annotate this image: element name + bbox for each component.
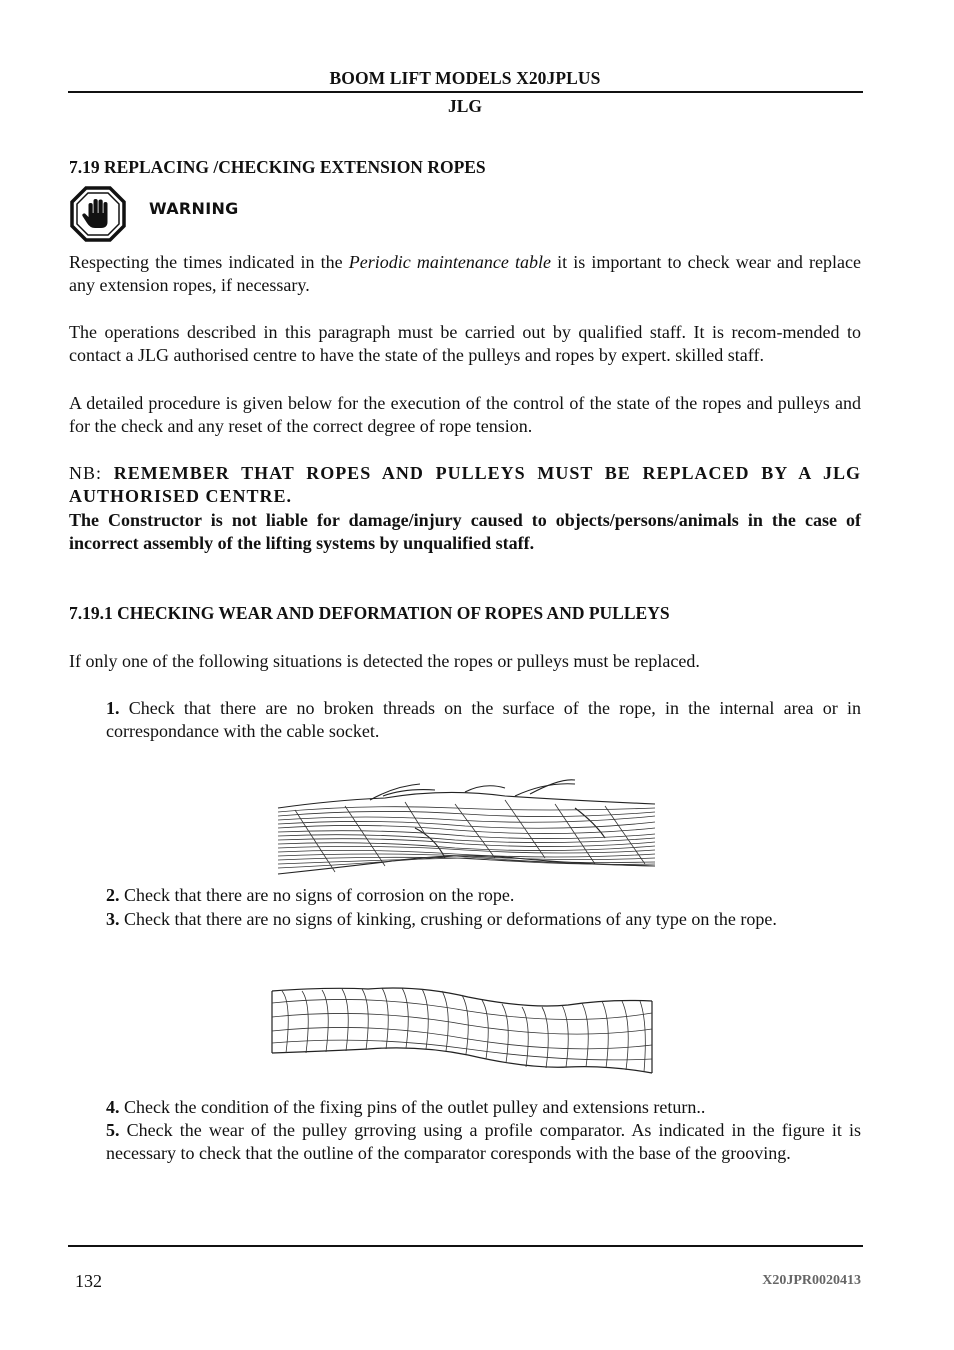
list-item-number: 4. [106, 1097, 120, 1117]
list-item-number: 3. [106, 909, 120, 929]
warning-label: WARNING [149, 199, 239, 218]
list-item-text: Check the wear of the pulley grroving using a profile comparator. As indicated in the figure it is necessary to check that the outline of the comparator coresponds with the base of the grooving. [106, 1120, 861, 1164]
deformed-rope-illustration [268, 983, 658, 1077]
list-item [106, 1096, 861, 1119]
list-item-number: 5. [106, 1120, 120, 1140]
document-title: BOOM LIFT MODELS X20JPLUS [329, 68, 601, 88]
maintenance-table-reference: Periodic maintenance table [348, 252, 551, 272]
broken-threads-rope-illustration [275, 778, 659, 880]
document-brand: JLG [447, 96, 483, 116]
subsection-heading: 7.19.1 CHECKING WEAR AND DEFORMATION OF ROPES AND PULLEYS [69, 603, 670, 623]
page-number: 132 [75, 1271, 102, 1291]
liability-notice: The Constructor is not liable for damage/injury caused to objects/persons/animals in the case of incorrect assembly of the lifting systems by unqualified staff. [69, 510, 861, 554]
list-item [106, 1119, 861, 1166]
list-item-text: Check that there are no signs of corrosion on the rope. [119, 885, 515, 905]
paragraph-procedure: A detailed procedure is given below for the execution of the control of the state of the ropes and pulleys and for the check and any reset of the correct degree of rope tension. [69, 393, 861, 437]
paragraph-intro-text: Respecting the times indicated in the [69, 252, 349, 272]
list-item-number: 1. [106, 698, 120, 718]
subsection-intro: If only one of the following situations is detected the ropes or pulleys must be replaced. [69, 651, 700, 671]
nb-prefix: NB: [69, 463, 114, 483]
list-item [106, 697, 861, 744]
paragraph-qualified-staff: The operations described in this paragraph must be carried out by qualified staff. It is recom-mended to contact a JLG authorised centre to have the state of the pulleys and ropes by expert. skilled staff. [69, 322, 861, 366]
list-item [106, 908, 861, 931]
list-item-text: Check the condition of the fixing pins of the outlet pulley and extensions return.. [119, 1097, 706, 1117]
document-code: X20JPR0020413 [762, 1273, 861, 1288]
list-item-text: Check that there are no signs of kinking, crushing or deformations of any type on the rope. [119, 909, 777, 929]
list-item-text: Check that there are no broken threads on the surface of the rope, in the internal area or in correspondance with the cable socket. [106, 698, 861, 742]
paragraph-intro [69, 251, 861, 298]
list-item [106, 884, 861, 907]
header-rule [68, 91, 863, 93]
footer-rule [68, 1245, 863, 1247]
stop-hand-icon [70, 186, 126, 242]
list-item-number: 2. [106, 885, 120, 905]
nb-text: REMEMBER THAT ROPES AND PULLEYS MUST BE REPLACED BY A JLG AUTHORISED CENTRE. [69, 463, 861, 507]
nb-note [69, 462, 861, 509]
paragraph-intro-text-cont: it is important to check wear and replace any extension ropes, if necessary. [69, 252, 861, 296]
section-heading: 7.19 REPLACING /CHECKING EXTENSION ROPES [69, 157, 486, 177]
